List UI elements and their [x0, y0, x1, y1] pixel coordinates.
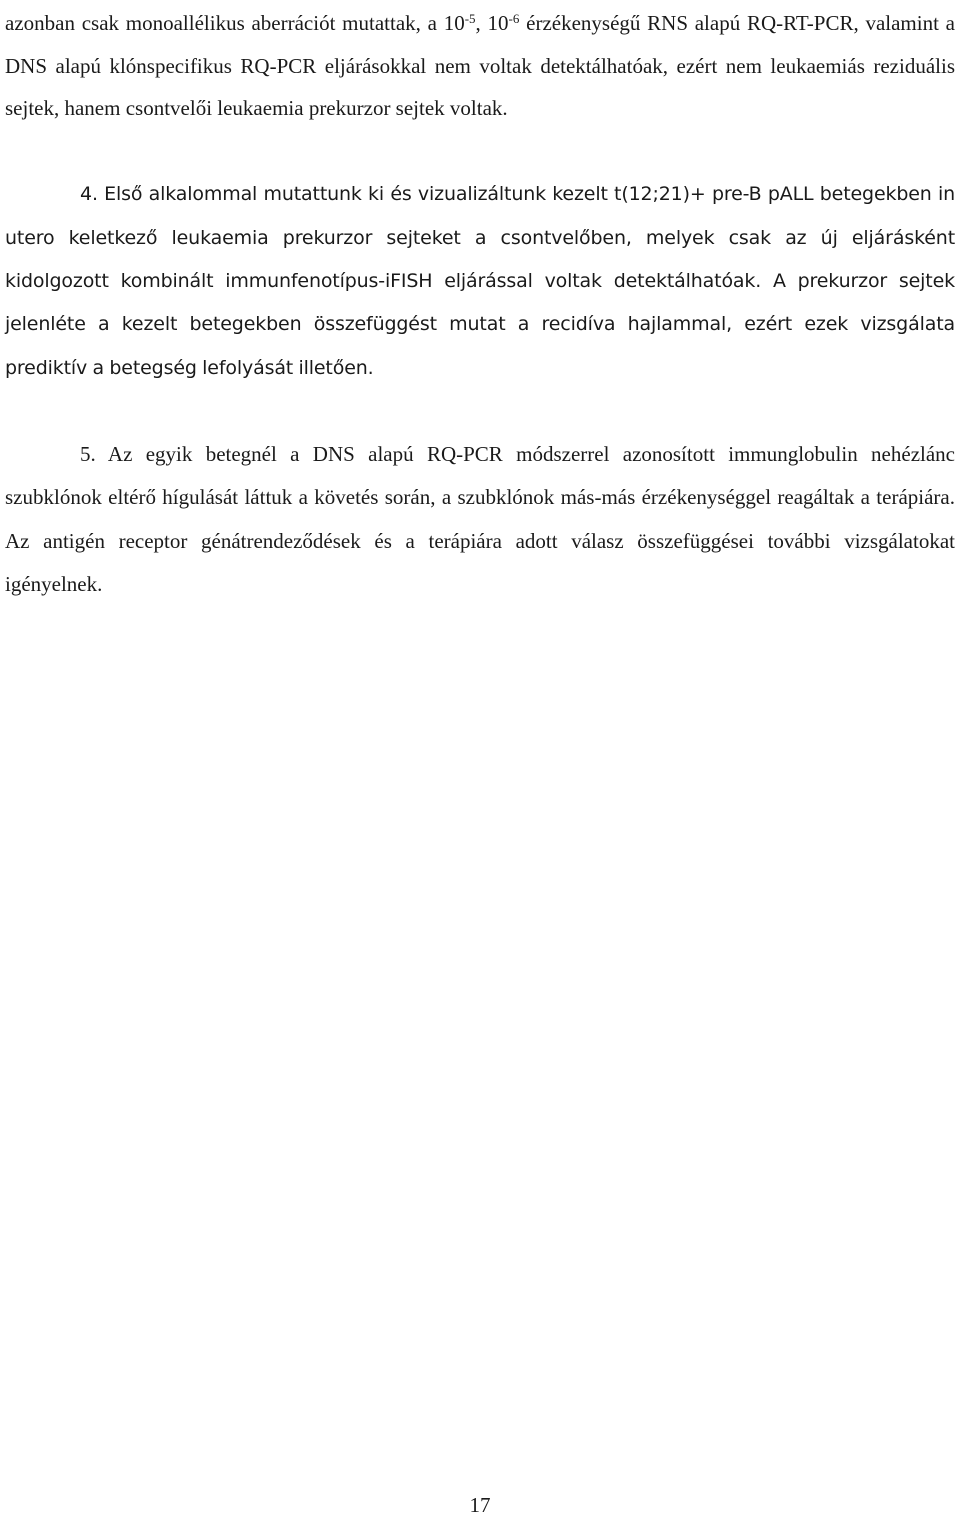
paragraph-text: azonban csak monoallélikus aberrációt mutattak, a 10 [5, 11, 465, 35]
document-page [5, 0, 955, 606]
paragraph-finding-5: 5. Az egyik betegnél a DNS alapú RQ-PCR módszerrel azonosított immunglobulin nehézlánc szubklónok eltérő hígulását láttuk a követés során, a szubklónok más-más érzékenységgel reagáltak a terápiára. Az antigén receptor génátrendeződések és a terápiára adott válasz összefüggései további vizsgálatokat igényelnek. [5, 442, 955, 596]
superscript-exponent: -6 [508, 11, 520, 26]
paragraph-continuation [5, 0, 955, 130]
superscript-exponent: -5 [464, 11, 476, 26]
page-number: 17 [469, 1493, 491, 1517]
paragraph-text: érzékenységű RNS alapú RQ-RT-PCR, valamint a DNS alapú klónspecifikus RQ-PCR eljárásokkal nem voltak detektálhatóak, ezért nem leukaemiás reziduális sejtek, hanem csontvelői leukaemia prekurzor sejtek voltak. [5, 11, 955, 121]
paragraph-finding-4: 4. Első alkalommal mutattunk ki és vizualizáltunk kezelt t(12;21)+ pre-B pALL betegekben in utero keletkező leukaemia prekurzor sejteket a csontvelőben, melyek csak az új eljárásként kidolgozott kombinált immunfenotípus-iFISH eljárással voltak detektálhatóak. A prekurzor sejtek jelenléte a kezelt betegekben összefüggést mutat a recidíva hajlammal, ezért ezek vizsgálata prediktív a betegség lefolyását illetően. [5, 183, 955, 379]
paragraph-text: , 10 [475, 11, 509, 35]
